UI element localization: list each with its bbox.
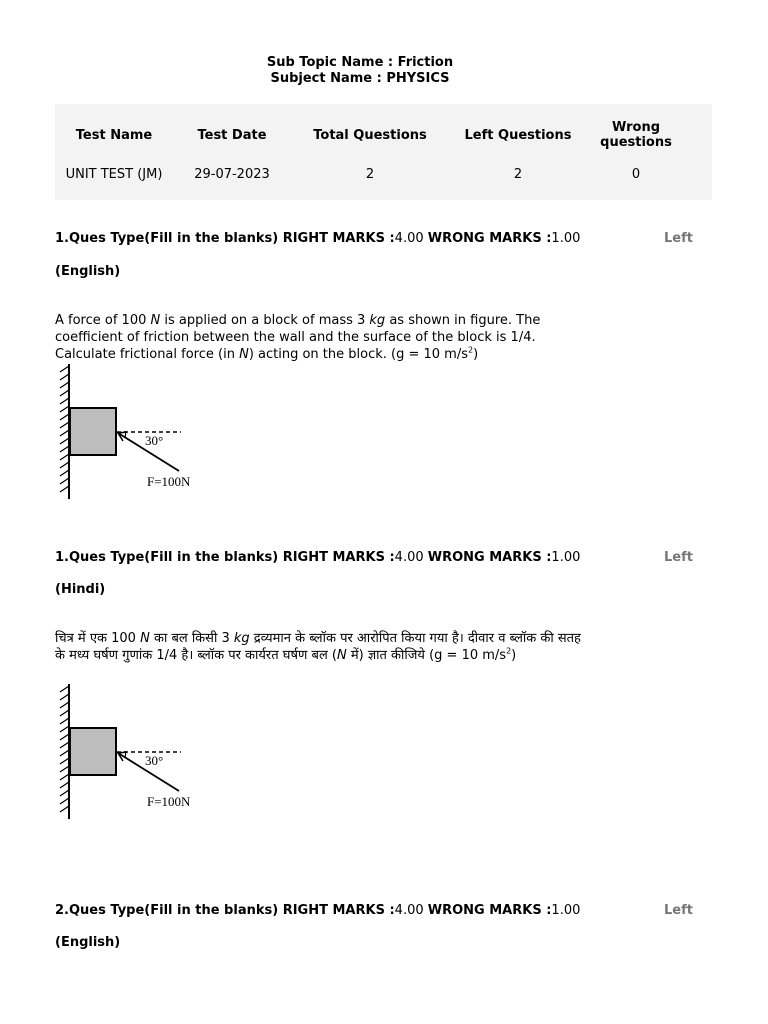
cell-left-questions: 2	[513, 167, 523, 182]
cell-total-questions: 2	[365, 167, 375, 182]
status-badge: Left	[664, 231, 693, 246]
status-badge: Left	[664, 550, 693, 565]
question-header	[55, 231, 712, 246]
angle-label: 30°	[145, 433, 164, 448]
question-header	[55, 550, 712, 565]
col-wrong-questions: Wrong questions	[600, 120, 672, 150]
wrong-marks: 1.00	[551, 231, 581, 246]
sub-topic-name: Sub Topic Name : Friction	[266, 55, 454, 70]
block	[70, 728, 116, 775]
cell-test-date: 29-07-2023	[194, 167, 270, 182]
col-test-name: Test Name	[75, 127, 153, 143]
force-label: F=100N	[147, 474, 191, 489]
block	[70, 408, 116, 455]
right-marks: 4.00	[394, 903, 424, 918]
question-text: चित्र में एक 100 N का बल किसी 3 kg द्रव्यमान के ब्लॉक पर आरोपित किया गया है। दीवार व ब्लॉक की सतह के मध्य घर्षण गुणांक 1/4 है। ब्लॉक पर कार्यरत घर्षण बल (N में) ज्ञात कीजिये (g = 10 $m/s^2$)	[55, 631, 581, 663]
col-test-date: Test Date	[197, 127, 267, 143]
summary-table	[55, 104, 712, 200]
question-text: A force of 100 N is applied on a block of mass 3 kg as shown in figure. The coefficient of friction between the wall and the surface of the block is 1/4. Calculate frictional force (in N) acting on the block. (g = 10 $m/s^2$)	[55, 313, 541, 362]
right-marks: 4.00	[394, 231, 424, 246]
subject-name: Subject Name : PHYSICS	[270, 71, 450, 86]
angle-label: 30°	[145, 753, 164, 768]
question-figure	[55, 362, 205, 502]
question-number: 1.	[55, 550, 69, 565]
question-language: (Hindi)	[55, 582, 106, 597]
wrong-marks: 1.00	[551, 903, 581, 918]
question-type-label: Ques Type(Fill in the blanks) RIGHT MARKS :	[68, 550, 395, 565]
question-header	[55, 903, 712, 918]
status-badge: Left	[664, 903, 693, 918]
cell-test-name: UNIT TEST (JM)	[65, 167, 163, 182]
wrong-marks: 1.00	[551, 550, 581, 565]
question-type-label: Ques Type(Fill in the blanks) RIGHT MARKS :	[68, 231, 395, 246]
cell-wrong-questions: 0	[631, 167, 641, 182]
summary-data-row	[55, 166, 712, 196]
summary-header-row	[55, 104, 712, 166]
question-number: 2.	[55, 903, 69, 918]
wrong-marks-label: WRONG MARKS :	[427, 550, 552, 565]
page-header	[0, 55, 720, 87]
question-number: 1.	[55, 231, 69, 246]
wrong-marks-label: WRONG MARKS :	[427, 903, 552, 918]
force-label: F=100N	[147, 794, 191, 809]
question-type-label: Ques Type(Fill in the blanks) RIGHT MARKS :	[68, 903, 395, 918]
question-language: (English)	[55, 935, 121, 950]
question-figure	[55, 682, 205, 822]
question-language: (English)	[55, 264, 121, 279]
col-total-questions: Total Questions	[313, 127, 427, 143]
right-marks: 4.00	[394, 550, 424, 565]
col-left-questions: Left Questions	[464, 127, 572, 143]
wrong-marks-label: WRONG MARKS :	[427, 231, 552, 246]
